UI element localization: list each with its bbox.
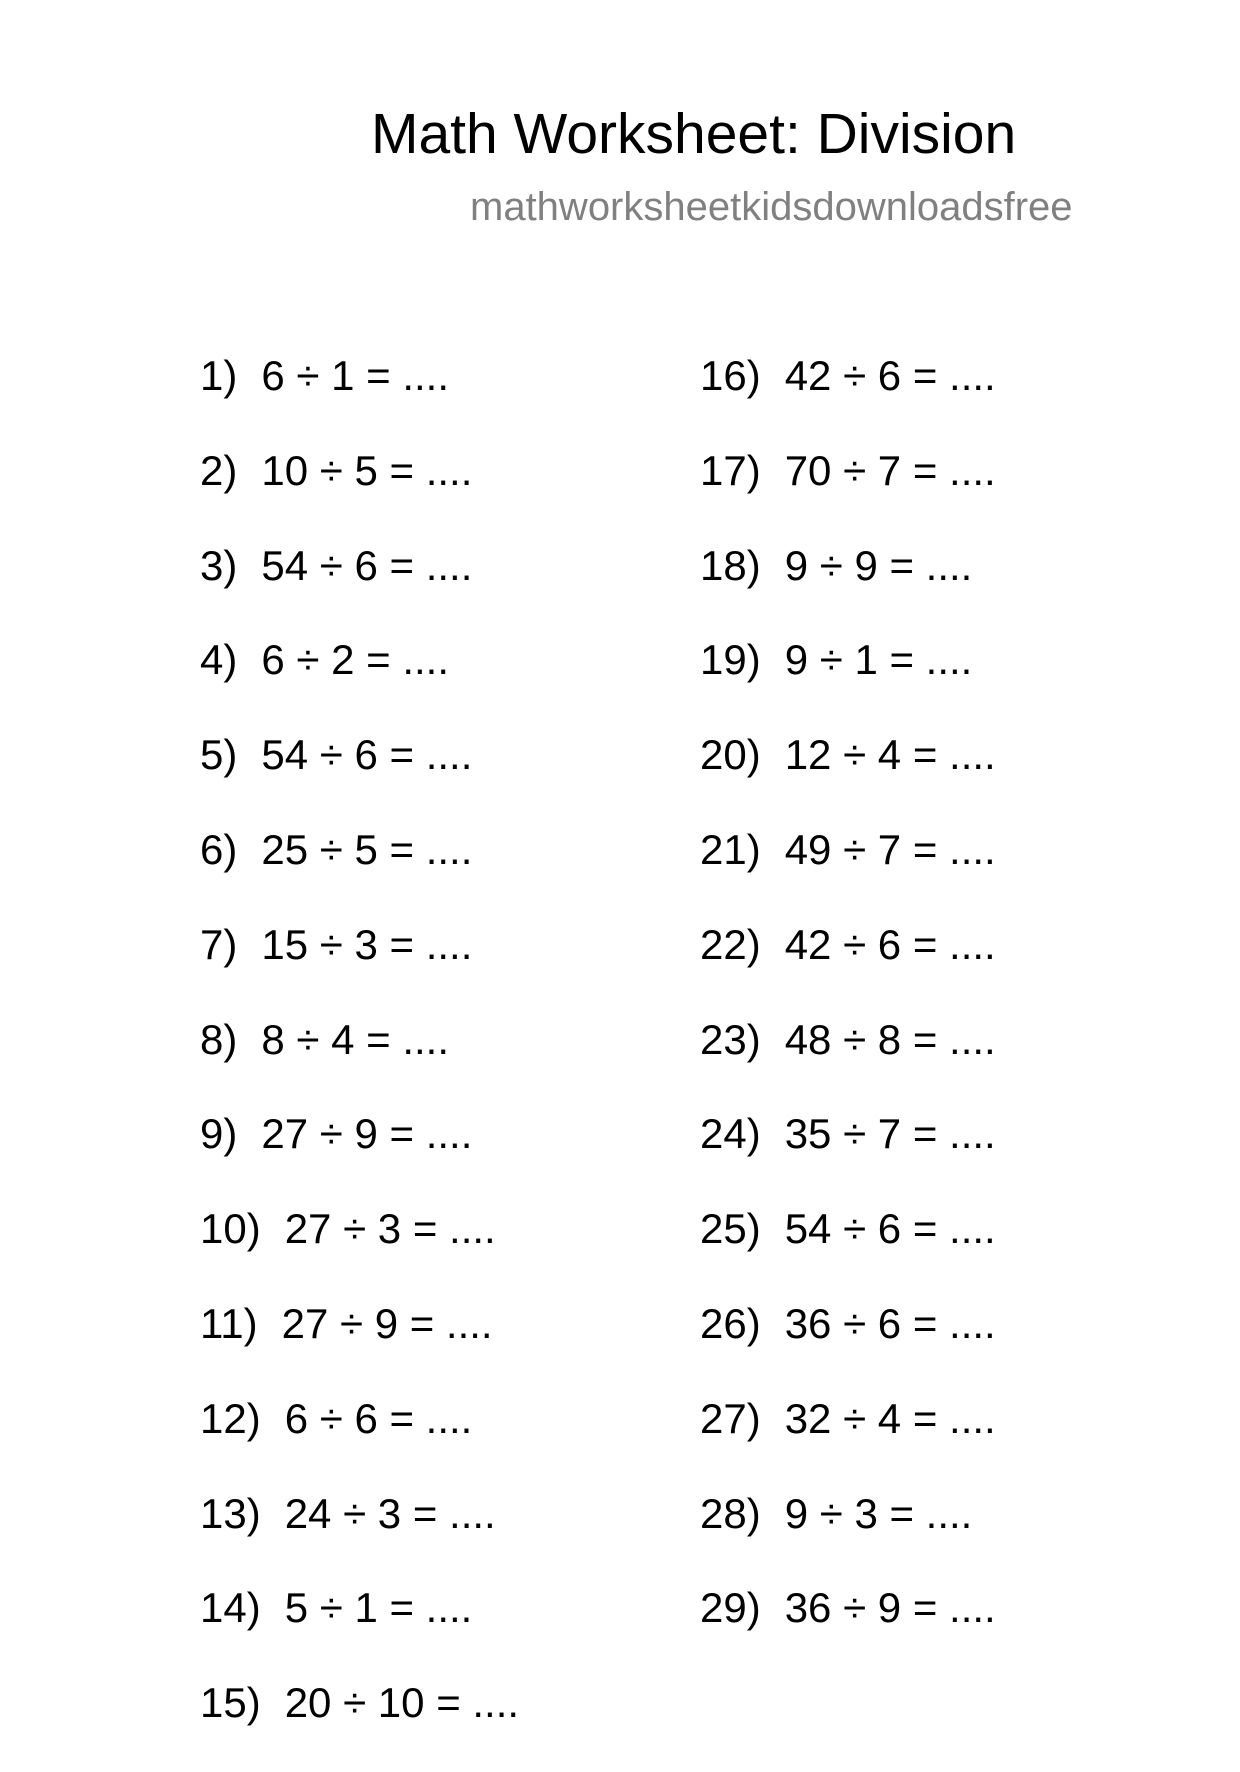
problem-item xyxy=(200,729,519,824)
problem-expression: 54 ÷ 6 = .... xyxy=(784,1205,996,1253)
problem-item xyxy=(700,540,996,635)
problem-expression: 15 ÷ 3 = .... xyxy=(261,920,473,968)
problem-item xyxy=(700,1014,996,1109)
problem-expression: 6 ÷ 2 = .... xyxy=(261,636,450,684)
problem-item xyxy=(200,634,519,729)
problem-item xyxy=(200,1582,519,1677)
worksheet-title: Math Worksheet: Division xyxy=(371,102,1017,166)
problem-number: 27) xyxy=(700,1394,761,1442)
problem-item xyxy=(200,445,519,540)
problem-item xyxy=(200,824,519,919)
problem-expression: 5 ÷ 1 = .... xyxy=(284,1584,473,1632)
problem-expression: 6 ÷ 1 = .... xyxy=(261,352,450,399)
problem-number: 16) xyxy=(700,352,761,399)
problem-number: 23) xyxy=(700,1015,761,1063)
problem-expression: 48 ÷ 8 = .... xyxy=(784,1015,996,1063)
problem-item xyxy=(700,350,996,445)
problem-expression: 6 ÷ 6 = .... xyxy=(284,1394,473,1442)
problem-item xyxy=(200,1298,519,1393)
problem-item xyxy=(200,350,519,445)
problem-item xyxy=(700,634,996,729)
problem-number: 15) xyxy=(200,1679,261,1727)
problem-item xyxy=(700,824,996,919)
problem-item xyxy=(700,1488,996,1583)
problem-item xyxy=(200,919,519,1014)
worksheet-subtitle: mathworksheetkidsdownloadsfree xyxy=(470,185,1073,229)
problem-expression: 32 ÷ 4 = .... xyxy=(784,1394,996,1442)
problem-number: 21) xyxy=(700,825,761,873)
problem-expression: 35 ÷ 7 = .... xyxy=(784,1110,996,1158)
problem-item xyxy=(700,1298,996,1393)
problem-number: 20) xyxy=(700,731,761,779)
problem-expression: 42 ÷ 6 = .... xyxy=(784,920,996,968)
problem-number: 25) xyxy=(700,1205,761,1253)
problem-number: 4) xyxy=(200,636,238,684)
problem-expression: 27 ÷ 3 = .... xyxy=(284,1205,496,1253)
problem-expression: 49 ÷ 7 = .... xyxy=(784,825,996,873)
problem-item xyxy=(200,1677,519,1772)
problem-item xyxy=(700,1582,996,1677)
problem-expression: 24 ÷ 3 = .... xyxy=(284,1489,496,1537)
problem-number: 29) xyxy=(700,1584,761,1632)
problem-expression: 10 ÷ 5 = .... xyxy=(261,446,473,494)
problem-expression: 12 ÷ 4 = .... xyxy=(784,731,996,779)
problems-right-column xyxy=(700,350,996,1677)
problem-item xyxy=(200,1393,519,1488)
problem-number: 5) xyxy=(200,731,238,779)
problem-expression: 70 ÷ 7 = .... xyxy=(784,446,996,494)
problem-number: 26) xyxy=(700,1299,761,1347)
problem-item xyxy=(200,1014,519,1109)
problem-expression: 42 ÷ 6 = .... xyxy=(784,352,996,399)
problem-number: 19) xyxy=(700,636,761,684)
problem-item xyxy=(200,1203,519,1298)
problem-number: 7) xyxy=(200,920,238,968)
problem-item xyxy=(700,1108,996,1203)
problem-number: 2) xyxy=(200,446,238,494)
problem-expression: 25 ÷ 5 = .... xyxy=(261,825,473,873)
problem-item xyxy=(200,1488,519,1583)
problem-item xyxy=(700,919,996,1014)
problem-item xyxy=(700,445,996,540)
problem-number: 17) xyxy=(700,446,761,494)
problem-number: 13) xyxy=(200,1489,261,1537)
problem-item xyxy=(200,1108,519,1203)
problem-number: 8) xyxy=(200,1015,238,1063)
problem-number: 12) xyxy=(200,1394,261,1442)
problem-number: 11) xyxy=(200,1299,258,1347)
problem-number: 6) xyxy=(200,825,238,873)
problems-left-column xyxy=(200,350,519,1772)
problem-expression: 54 ÷ 6 = .... xyxy=(261,541,473,589)
problem-expression: 8 ÷ 4 = .... xyxy=(261,1015,450,1063)
problem-item xyxy=(700,1203,996,1298)
problem-expression: 54 ÷ 6 = .... xyxy=(261,731,473,779)
problem-number: 24) xyxy=(700,1110,761,1158)
problem-expression: 9 ÷ 9 = .... xyxy=(784,541,973,589)
problem-number: 3) xyxy=(200,541,238,589)
problem-expression: 9 ÷ 1 = .... xyxy=(784,636,973,684)
problem-expression: 27 ÷ 9 = .... xyxy=(281,1299,493,1347)
problem-number: 1) xyxy=(200,352,238,399)
problem-expression: 36 ÷ 6 = .... xyxy=(784,1299,996,1347)
problem-expression: 36 ÷ 9 = .... xyxy=(784,1584,996,1632)
problem-expression: 20 ÷ 10 = .... xyxy=(284,1679,520,1727)
problem-item xyxy=(700,729,996,824)
problem-expression: 9 ÷ 3 = .... xyxy=(784,1489,973,1537)
problem-number: 22) xyxy=(700,920,761,968)
problem-number: 28) xyxy=(700,1489,761,1537)
problem-expression: 27 ÷ 9 = .... xyxy=(261,1110,473,1158)
problem-number: 9) xyxy=(200,1110,238,1158)
problem-number: 14) xyxy=(200,1584,261,1632)
problem-item xyxy=(700,1393,996,1488)
problem-number: 18) xyxy=(700,541,761,589)
problem-number: 10) xyxy=(200,1205,261,1253)
problem-item xyxy=(200,540,519,635)
